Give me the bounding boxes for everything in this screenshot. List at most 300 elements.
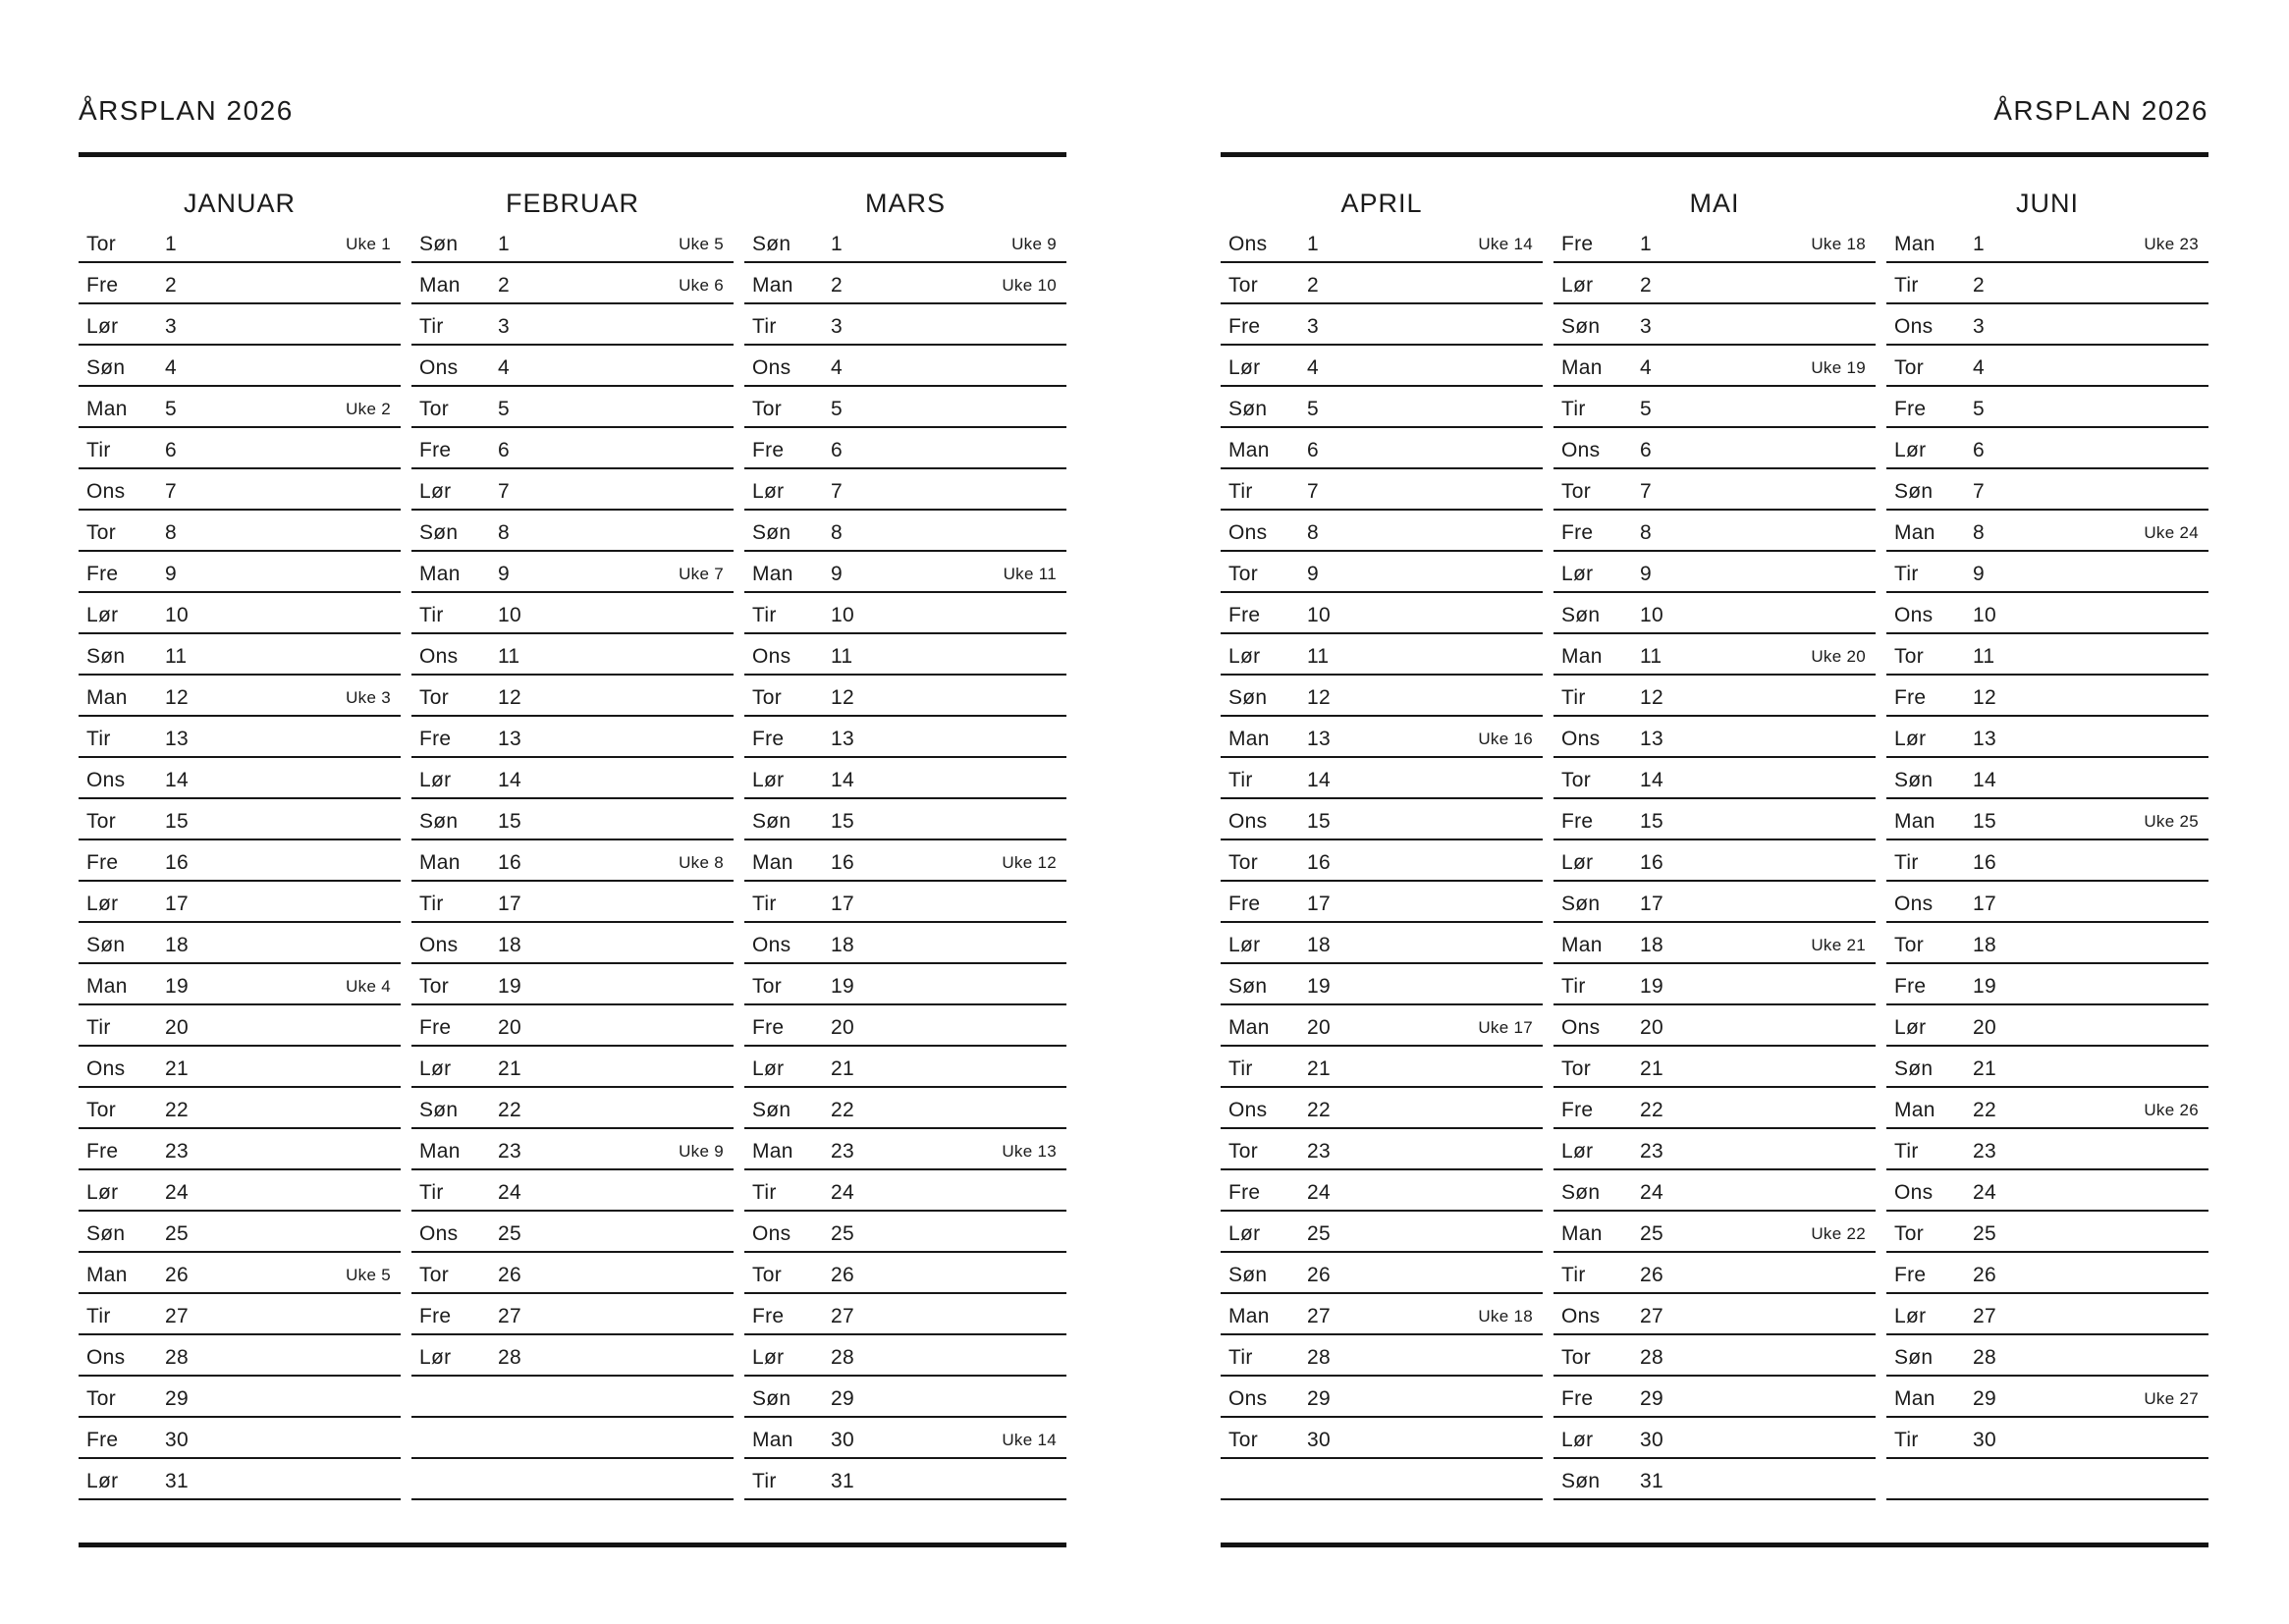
day-row	[411, 469, 734, 511]
day-abbr: Man	[419, 563, 461, 585]
day-number: 10	[498, 604, 521, 626]
day-number: 29	[1640, 1387, 1663, 1410]
day-abbr: Fre	[752, 728, 785, 750]
day-number: 20	[1973, 1016, 1996, 1039]
day-number: 6	[1307, 439, 1319, 461]
day-number: 25	[1307, 1222, 1331, 1245]
day-row	[744, 263, 1066, 304]
week-badge: Uke 1	[346, 235, 391, 253]
day-number: 1	[165, 233, 177, 255]
month-column	[79, 189, 401, 1500]
day-abbr: Søn	[1561, 1470, 1601, 1492]
day-number: 25	[498, 1222, 521, 1245]
day-abbr: Tir	[1561, 686, 1586, 709]
day-number: 21	[831, 1057, 854, 1080]
day-row	[79, 1170, 401, 1212]
day-number: 20	[1640, 1016, 1663, 1039]
day-row	[1221, 882, 1543, 923]
week-badge: Uke 14	[1002, 1431, 1057, 1449]
day-row	[79, 387, 401, 428]
day-number: 31	[831, 1470, 854, 1492]
day-abbr: Ons	[86, 1346, 126, 1369]
day-row	[79, 1294, 401, 1335]
day-abbr: Fre	[1228, 604, 1261, 626]
day-abbr: Ons	[1228, 233, 1268, 255]
day-row	[411, 634, 734, 676]
day-number: 15	[165, 810, 189, 833]
day-row	[1553, 346, 1876, 387]
day-number: 6	[1973, 439, 1985, 461]
day-row	[79, 1212, 401, 1253]
day-row	[744, 1459, 1066, 1500]
day-abbr: Søn	[1228, 398, 1268, 420]
day-abbr: Søn	[419, 1099, 459, 1121]
day-abbr: Fre	[1894, 1264, 1927, 1286]
day-row	[744, 1212, 1066, 1253]
month-column	[1886, 189, 2208, 1500]
day-abbr: Tir	[1894, 851, 1919, 874]
day-number: 3	[165, 315, 177, 338]
day-number: 16	[498, 851, 521, 874]
day-number: 31	[165, 1470, 189, 1492]
day-row	[1886, 634, 2208, 676]
day-abbr: Man	[752, 563, 793, 585]
day-abbr: Søn	[86, 645, 126, 668]
day-abbr: Fre	[752, 1016, 785, 1039]
day-row	[1886, 882, 2208, 923]
day-row	[1221, 593, 1543, 634]
day-row	[1553, 428, 1876, 469]
day-number: 11	[1640, 645, 1662, 668]
day-number: 15	[831, 810, 854, 833]
day-number: 8	[831, 521, 843, 544]
day-number: 15	[1307, 810, 1331, 833]
day-abbr: Ons	[1561, 439, 1601, 461]
day-abbr: Fre	[752, 1305, 785, 1327]
week-badge: Uke 11	[1003, 565, 1057, 583]
day-abbr: Man	[1228, 1305, 1270, 1327]
day-row	[411, 552, 734, 593]
week-badge: Uke 10	[1002, 276, 1057, 295]
week-badge: Uke 13	[1002, 1142, 1057, 1161]
day-number: 20	[498, 1016, 521, 1039]
day-row	[411, 428, 734, 469]
day-row	[1886, 1129, 2208, 1170]
day-number: 19	[1640, 975, 1663, 998]
day-row	[1553, 469, 1876, 511]
day-abbr: Tor	[1228, 1140, 1259, 1163]
day-number: 19	[831, 975, 854, 998]
day-abbr: Fre	[86, 851, 119, 874]
day-row	[1553, 593, 1876, 634]
day-number: 1	[498, 233, 510, 255]
day-number: 18	[1973, 934, 1996, 956]
day-abbr: Søn	[752, 1387, 791, 1410]
day-abbr: Tir	[1561, 398, 1586, 420]
day-abbr: Man	[86, 686, 128, 709]
day-row	[1221, 222, 1543, 263]
day-row	[1553, 1170, 1876, 1212]
day-number: 8	[1640, 521, 1652, 544]
day-number: 23	[1307, 1140, 1331, 1163]
day-abbr: Tor	[1561, 1346, 1592, 1369]
day-number: 13	[831, 728, 854, 750]
day-abbr: Ons	[1228, 521, 1268, 544]
day-row	[411, 593, 734, 634]
day-row	[411, 964, 734, 1005]
day-abbr: Fre	[1894, 975, 1927, 998]
day-number: 18	[1307, 934, 1331, 956]
day-row	[744, 676, 1066, 717]
day-number: 12	[1973, 686, 1996, 709]
day-abbr: Tor	[1561, 1057, 1592, 1080]
day-row	[411, 1005, 734, 1047]
day-row	[1221, 511, 1543, 552]
day-number: 14	[1640, 769, 1663, 791]
day-row	[79, 1129, 401, 1170]
day-row	[1221, 1047, 1543, 1088]
day-number: 20	[1307, 1016, 1331, 1039]
week-badge: Uke 26	[2144, 1101, 2199, 1119]
page-title: ÅRSPLAN 2026	[1993, 95, 2208, 126]
day-abbr: Tir	[1228, 769, 1253, 791]
day-abbr: Man	[752, 274, 793, 297]
day-abbr: Lør	[1228, 934, 1261, 956]
day-number: 1	[831, 233, 843, 255]
month-title: MAI	[1689, 189, 1740, 218]
day-row	[1886, 1047, 2208, 1088]
day-row	[79, 304, 401, 346]
day-abbr: Ons	[1228, 810, 1268, 833]
day-abbr: Fre	[1228, 315, 1261, 338]
day-abbr: Ons	[86, 480, 126, 503]
day-row	[1553, 923, 1876, 964]
day-number: 5	[498, 398, 510, 420]
day-number: 22	[1973, 1099, 1996, 1121]
day-abbr: Tir	[1561, 1264, 1586, 1286]
day-number: 27	[1640, 1305, 1663, 1327]
day-number: 26	[1973, 1264, 1996, 1286]
day-row	[1553, 1335, 1876, 1377]
day-row	[1886, 263, 2208, 304]
day-number: 13	[165, 728, 189, 750]
week-badge: Uke 5	[679, 235, 724, 253]
day-row	[1886, 964, 2208, 1005]
day-number: 2	[165, 274, 177, 297]
day-number: 28	[1973, 1346, 1996, 1369]
day-row	[1221, 263, 1543, 304]
day-abbr: Lør	[419, 480, 452, 503]
day-number: 24	[831, 1181, 854, 1204]
week-badge: Uke 9	[679, 1142, 724, 1161]
day-number: 7	[165, 480, 177, 503]
month-title: JANUAR	[183, 189, 296, 218]
day-number: 12	[1307, 686, 1331, 709]
day-number: 17	[831, 893, 854, 915]
empty-row	[411, 1459, 734, 1500]
day-row	[1221, 634, 1543, 676]
day-abbr: Tor	[752, 686, 783, 709]
day-number: 26	[165, 1264, 189, 1286]
day-row	[1221, 1294, 1543, 1335]
month-title: MARS	[864, 189, 946, 218]
day-number: 8	[498, 521, 510, 544]
day-abbr: Fre	[86, 274, 119, 297]
day-number: 29	[831, 1387, 854, 1410]
day-row	[1221, 387, 1543, 428]
day-abbr: Fre	[1561, 810, 1594, 833]
day-abbr: Man	[86, 1264, 128, 1286]
day-number: 14	[1307, 769, 1331, 791]
day-number: 29	[1307, 1387, 1331, 1410]
day-number: 13	[1307, 728, 1331, 750]
day-number: 30	[831, 1429, 854, 1451]
day-number: 4	[1307, 356, 1319, 379]
day-row	[1553, 840, 1876, 882]
day-row	[1221, 1088, 1543, 1129]
day-abbr: Lør	[86, 315, 119, 338]
day-number: 7	[1640, 480, 1652, 503]
day-abbr: Lør	[419, 1057, 452, 1080]
day-row	[79, 1088, 401, 1129]
day-row	[1221, 552, 1543, 593]
day-number: 16	[831, 851, 854, 874]
day-row	[1221, 840, 1543, 882]
day-number: 11	[1973, 645, 1995, 668]
day-number: 14	[165, 769, 189, 791]
day-row	[1221, 1170, 1543, 1212]
empty-row	[411, 1418, 734, 1459]
day-row	[744, 799, 1066, 840]
week-badge: Uke 8	[679, 853, 724, 872]
day-abbr: Søn	[1561, 315, 1601, 338]
day-number: 4	[1640, 356, 1652, 379]
day-abbr: Fre	[1561, 1387, 1594, 1410]
day-number: 27	[1973, 1305, 1996, 1327]
day-row	[1886, 511, 2208, 552]
day-row	[1553, 222, 1876, 263]
day-row	[79, 1335, 401, 1377]
day-number: 27	[1307, 1305, 1331, 1327]
day-abbr: Søn	[86, 934, 126, 956]
day-abbr: Søn	[86, 356, 126, 379]
day-abbr: Lør	[1561, 1140, 1594, 1163]
day-row	[744, 1294, 1066, 1335]
day-number: 29	[1973, 1387, 1996, 1410]
day-row	[411, 511, 734, 552]
day-row	[79, 676, 401, 717]
day-number: 9	[1640, 563, 1652, 585]
day-abbr: Fre	[419, 728, 452, 750]
day-number: 22	[498, 1099, 521, 1121]
day-abbr: Lør	[1228, 645, 1261, 668]
day-number: 11	[165, 645, 188, 668]
day-abbr: Søn	[752, 233, 791, 255]
day-row	[411, 1253, 734, 1294]
day-number: 13	[1640, 728, 1663, 750]
header-rule	[1221, 152, 2208, 157]
day-number: 30	[1307, 1429, 1331, 1451]
day-row	[1886, 346, 2208, 387]
day-number: 23	[831, 1140, 854, 1163]
day-row	[1221, 1129, 1543, 1170]
day-row	[744, 552, 1066, 593]
day-abbr: Lør	[1894, 1016, 1927, 1039]
day-number: 23	[498, 1140, 521, 1163]
day-row	[79, 1047, 401, 1088]
day-row	[411, 1047, 734, 1088]
day-abbr: Lør	[1228, 1222, 1261, 1245]
day-abbr: Lør	[86, 893, 119, 915]
week-badge: Uke 17	[1478, 1018, 1533, 1037]
day-abbr: Tor	[86, 810, 117, 833]
week-badge: Uke 12	[1002, 853, 1057, 872]
day-abbr: Tir	[1894, 563, 1919, 585]
day-number: 2	[1640, 274, 1652, 297]
day-row	[744, 511, 1066, 552]
day-abbr: Søn	[1561, 1181, 1601, 1204]
day-row	[79, 1459, 401, 1500]
day-number: 15	[498, 810, 521, 833]
day-row	[1886, 387, 2208, 428]
month-rows	[1221, 222, 1543, 1500]
day-abbr: Tir	[419, 1181, 444, 1204]
day-row	[79, 1418, 401, 1459]
day-abbr: Ons	[1894, 315, 1934, 338]
day-row	[411, 1335, 734, 1377]
months	[79, 189, 1066, 1500]
day-number: 31	[1640, 1470, 1663, 1492]
month-rows	[744, 222, 1066, 1500]
page-left	[79, 0, 1066, 1624]
day-abbr: Ons	[1894, 893, 1934, 915]
day-row	[1221, 1335, 1543, 1377]
day-row	[1221, 923, 1543, 964]
day-abbr: Lør	[419, 769, 452, 791]
day-number: 6	[165, 439, 177, 461]
day-abbr: Søn	[1228, 975, 1268, 998]
day-number: 2	[498, 274, 510, 297]
day-abbr: Tir	[1561, 975, 1586, 998]
day-number: 4	[831, 356, 843, 379]
day-row	[411, 263, 734, 304]
day-row	[744, 304, 1066, 346]
day-number: 9	[1973, 563, 1985, 585]
day-row	[1221, 1253, 1543, 1294]
day-row	[79, 1377, 401, 1418]
day-number: 3	[498, 315, 510, 338]
month-rows	[79, 222, 401, 1500]
day-abbr: Søn	[1894, 1057, 1934, 1080]
day-row	[1886, 1335, 2208, 1377]
day-abbr: Tir	[1228, 1346, 1253, 1369]
day-number: 24	[1640, 1181, 1663, 1204]
day-row	[1886, 222, 2208, 263]
day-abbr: Lør	[1894, 728, 1927, 750]
day-row	[79, 346, 401, 387]
day-abbr: Tir	[752, 315, 777, 338]
day-row	[1886, 1377, 2208, 1418]
day-number: 25	[831, 1222, 854, 1245]
day-number: 11	[831, 645, 853, 668]
day-row	[1553, 511, 1876, 552]
day-row	[1221, 799, 1543, 840]
day-row	[411, 1294, 734, 1335]
day-row	[744, 1047, 1066, 1088]
day-abbr: Tor	[86, 1387, 117, 1410]
day-abbr: Søn	[86, 1222, 126, 1245]
day-number: 11	[498, 645, 520, 668]
day-number: 13	[498, 728, 521, 750]
day-number: 26	[1640, 1264, 1663, 1286]
day-number: 21	[1973, 1057, 1996, 1080]
day-number: 12	[498, 686, 521, 709]
day-row	[411, 799, 734, 840]
day-number: 10	[1307, 604, 1331, 626]
day-row	[744, 1005, 1066, 1047]
day-number: 2	[831, 274, 843, 297]
day-number: 7	[498, 480, 510, 503]
day-number: 10	[831, 604, 854, 626]
day-number: 8	[1973, 521, 1985, 544]
day-number: 5	[1640, 398, 1652, 420]
day-number: 16	[1307, 851, 1331, 874]
day-number: 5	[831, 398, 843, 420]
day-abbr: Søn	[1894, 769, 1934, 791]
day-number: 30	[1973, 1429, 1996, 1451]
day-number: 17	[1973, 893, 1996, 915]
day-number: 9	[1307, 563, 1319, 585]
day-row	[744, 1170, 1066, 1212]
day-number: 23	[1640, 1140, 1663, 1163]
day-number: 1	[1307, 233, 1319, 255]
day-row	[411, 758, 734, 799]
day-abbr: Tir	[86, 439, 111, 461]
day-abbr: Tor	[1894, 356, 1925, 379]
day-row	[1886, 1170, 2208, 1212]
day-row	[411, 1170, 734, 1212]
day-row	[1221, 964, 1543, 1005]
day-row	[1886, 758, 2208, 799]
day-number: 22	[831, 1099, 854, 1121]
day-number: 28	[165, 1346, 189, 1369]
day-row	[744, 1418, 1066, 1459]
day-number: 3	[831, 315, 843, 338]
day-number: 13	[1973, 728, 1996, 750]
day-row	[744, 964, 1066, 1005]
day-number: 10	[165, 604, 189, 626]
day-number: 21	[1640, 1057, 1663, 1080]
day-abbr: Tor	[752, 398, 783, 420]
day-row	[1553, 882, 1876, 923]
day-row	[1553, 717, 1876, 758]
day-abbr: Tir	[752, 893, 777, 915]
day-number: 12	[165, 686, 189, 709]
day-row	[1886, 1005, 2208, 1047]
day-number: 19	[1307, 975, 1331, 998]
day-row	[1886, 1253, 2208, 1294]
day-abbr: Tor	[1228, 1429, 1259, 1451]
day-number: 30	[1640, 1429, 1663, 1451]
day-number: 15	[1640, 810, 1663, 833]
day-row	[79, 840, 401, 882]
week-badge: Uke 21	[1811, 936, 1866, 954]
day-abbr: Lør	[86, 604, 119, 626]
day-row	[1553, 1253, 1876, 1294]
day-row	[79, 1005, 401, 1047]
day-abbr: Lør	[752, 480, 785, 503]
day-row	[1553, 1088, 1876, 1129]
